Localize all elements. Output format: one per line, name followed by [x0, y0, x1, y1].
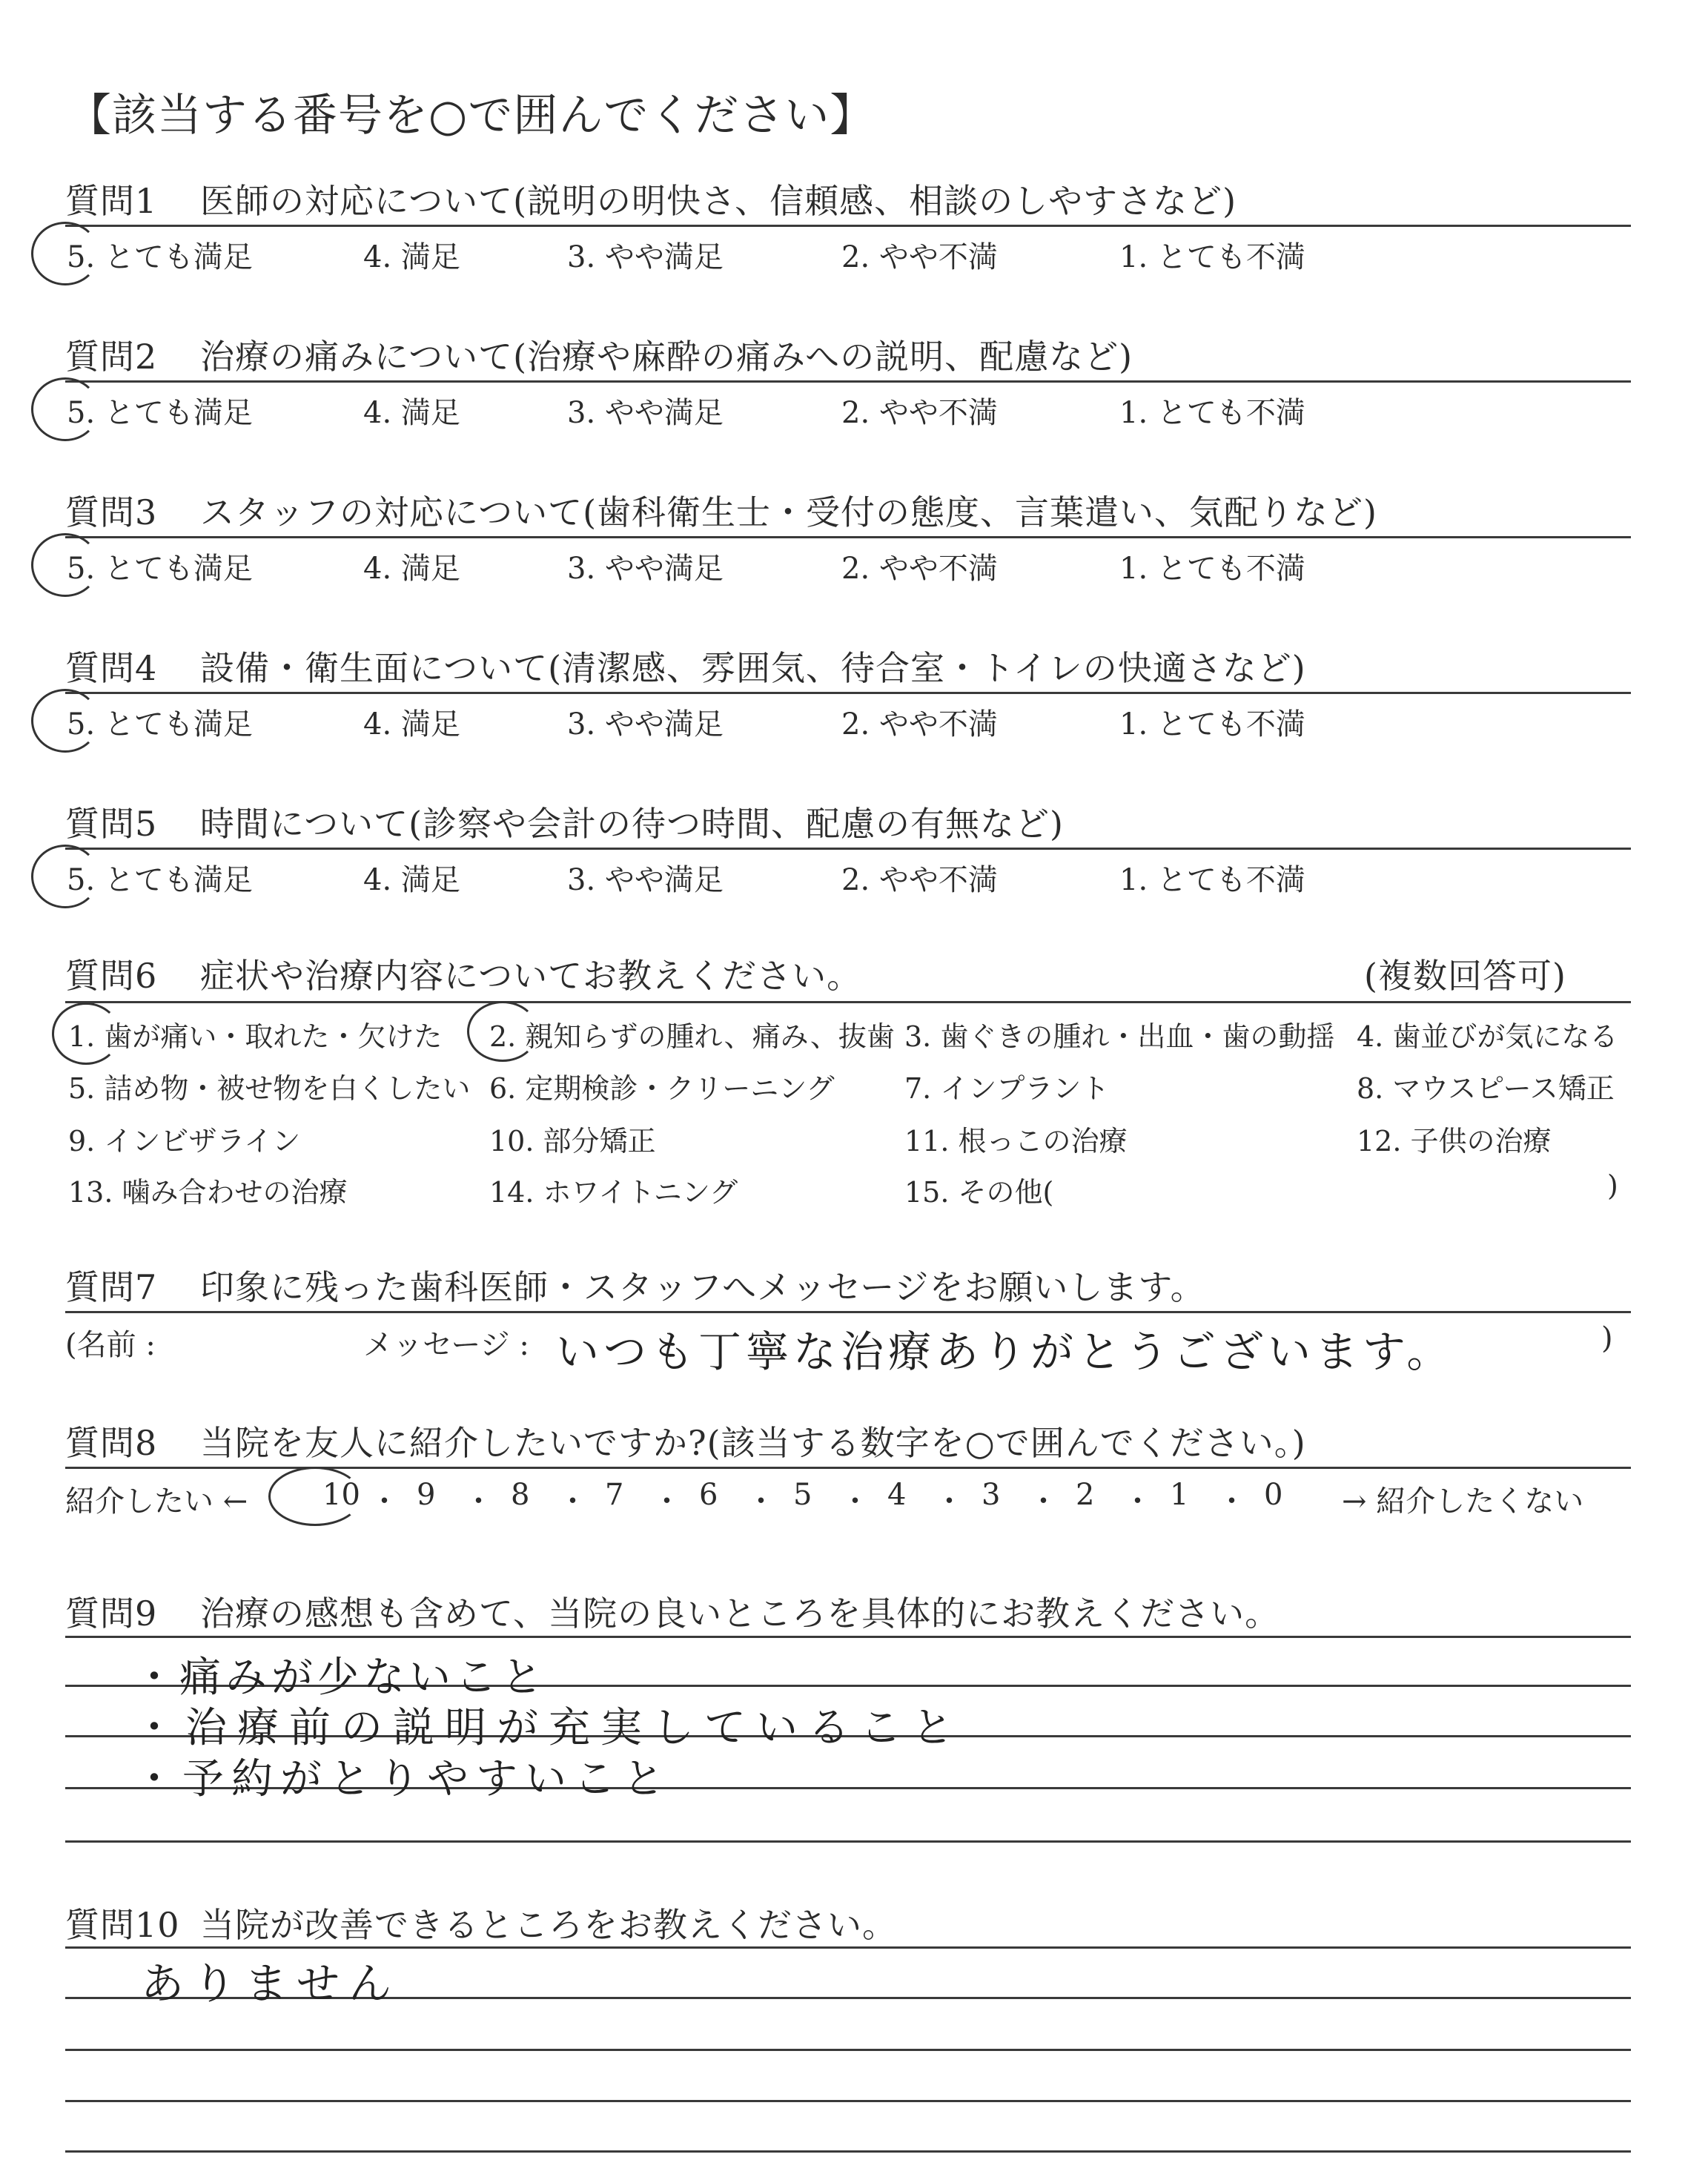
q5-option-2[interactable]: 2. やや不満: [841, 863, 998, 897]
handwritten-message: いつも丁寧な治療ありがとうございます。: [556, 1327, 1454, 1377]
q6-other-close: ): [1607, 1169, 1618, 1202]
scale-right-label: → 紹介したくない: [1342, 1484, 1584, 1519]
q9-answer-2: ・治療前の説明が充実していること: [133, 1704, 964, 1752]
q10-label: 質問10: [65, 1905, 180, 1945]
scale-value-2[interactable]: 2: [1076, 1478, 1095, 1512]
message-label: メッセージ :: [363, 1328, 529, 1362]
q7-rule: [65, 1311, 1631, 1313]
q6-option-11[interactable]: 11. 根っこの治療: [904, 1125, 1128, 1157]
scale-dot: ・: [1122, 1484, 1153, 1519]
q4-option-3[interactable]: 3. やや満足: [567, 707, 724, 742]
q2-label: 質問2: [65, 337, 158, 377]
scale-dot: ・: [840, 1484, 870, 1519]
q3-option-3[interactable]: 3. やや満足: [567, 552, 724, 586]
scale-dot: ・: [652, 1484, 682, 1519]
q9-rule-1: [65, 1636, 1631, 1638]
q4-rule: [65, 692, 1631, 694]
q8-text: 当院を友人に紹介したいですか?(該当する数字を○で囲んでください。): [200, 1423, 1306, 1463]
scale-value-10[interactable]: 10: [322, 1478, 360, 1512]
q6-rule: [65, 1001, 1631, 1003]
scale-circle-mark: [268, 1467, 362, 1526]
q2-option-3[interactable]: 3. やや満足: [567, 396, 724, 430]
q1-circle-mark: [31, 222, 99, 285]
q6-circle-mark-1: [52, 1003, 120, 1065]
message-close: ): [1601, 1321, 1613, 1355]
q5-option-1[interactable]: 1. とても不満: [1119, 863, 1305, 897]
scale-dot: ・: [1028, 1484, 1059, 1519]
q2-option-4[interactable]: 4. 満足: [363, 396, 460, 430]
q6-option-12[interactable]: 12. 子供の治療: [1357, 1125, 1552, 1157]
q6-text: 症状や治療内容についてお教えください。: [200, 956, 862, 996]
q1-rule: [65, 225, 1631, 227]
q4-option-4[interactable]: 4. 満足: [363, 707, 460, 742]
q2-option-1[interactable]: 1. とても不満: [1119, 396, 1305, 430]
q6-option-9[interactable]: 9. インビザライン: [68, 1125, 301, 1157]
q5-label: 質問5: [65, 804, 158, 844]
q4-text: 設備・衛生面について(清潔感、雰囲気、待合室・トイレの快適さなど): [200, 648, 1306, 688]
scale-value-6[interactable]: 6: [699, 1478, 718, 1512]
q9-rule-5: [65, 1840, 1631, 1843]
scale-value-3[interactable]: 3: [982, 1478, 1001, 1512]
q7-label: 質問7: [65, 1267, 158, 1307]
q9-answer-1: ・痛みが少ないこと: [133, 1654, 547, 1702]
q3-option-1[interactable]: 1. とても不満: [1119, 552, 1305, 586]
q3-label: 質問3: [65, 492, 158, 532]
q9-text: 治療の感想も含めて、当院の良いところを具体的にお教えください。: [200, 1593, 1280, 1634]
scale-dot: ・: [934, 1484, 964, 1519]
q5-text: 時間について(診察や会計の待つ時間、配慮の有無など): [200, 804, 1064, 844]
q2-option-2[interactable]: 2. やや不満: [841, 396, 998, 430]
q6-option-4[interactable]: 4. 歯並びが気になる: [1357, 1020, 1618, 1053]
q2-option-5[interactable]: 5. とても満足: [67, 396, 253, 430]
q1-option-4[interactable]: 4. 満足: [363, 240, 460, 274]
q6-option-5[interactable]: 5. 詰め物・被せ物を白くしたい: [68, 1072, 471, 1105]
q1-option-2[interactable]: 2. やや不満: [841, 240, 998, 274]
q6-circle-mark-2: [467, 1001, 538, 1062]
q3-option-2[interactable]: 2. やや不満: [841, 552, 998, 586]
q4-option-1[interactable]: 1. とても不満: [1119, 707, 1305, 742]
scale-dot: ・: [369, 1484, 400, 1519]
q3-option-4[interactable]: 4. 満足: [363, 552, 460, 586]
q6-option-2[interactable]: 2. 親知らずの腫れ、痛み、抜歯: [489, 1020, 895, 1053]
q9-answer-3: ・予約がとりやすいこと: [133, 1755, 672, 1803]
scale-value-7[interactable]: 7: [605, 1478, 624, 1512]
scale-value-0[interactable]: 0: [1264, 1478, 1283, 1512]
scale-value-9[interactable]: 9: [417, 1478, 436, 1512]
scale-value-1[interactable]: 1: [1170, 1478, 1189, 1512]
scale-left-label: 紹介したい ←: [65, 1484, 248, 1519]
q6-option-8[interactable]: 8. マウスピース矯正: [1357, 1072, 1615, 1105]
scale-value-5[interactable]: 5: [793, 1478, 812, 1512]
q1-option-3[interactable]: 3. やや満足: [567, 240, 724, 274]
q3-circle-mark: [31, 533, 99, 597]
q10-answer: ありません: [141, 1958, 401, 2009]
q10-rule-5: [65, 2150, 1631, 2153]
q10-rule-3: [65, 2049, 1631, 2051]
q4-label: 質問4: [65, 648, 158, 688]
scale-dot: ・: [557, 1484, 588, 1519]
scale-dot: ・: [746, 1484, 776, 1519]
scale-dot: ・: [1217, 1484, 1247, 1519]
q6-option-3[interactable]: 3. 歯ぐきの腫れ・出血・歯の動揺: [904, 1020, 1335, 1053]
q8-label: 質問8: [65, 1423, 158, 1463]
q6-option-1[interactable]: 1. 歯が痛い・取れた・欠けた: [68, 1020, 443, 1053]
q9-label: 質問9: [65, 1593, 158, 1634]
q6-option-6[interactable]: 6. 定期検診・クリーニング: [489, 1072, 835, 1105]
q5-option-4[interactable]: 4. 満足: [363, 863, 460, 897]
name-label: (名前 :: [65, 1328, 156, 1362]
q6-option-13[interactable]: 13. 噛み合わせの治療: [68, 1176, 348, 1209]
q5-rule: [65, 848, 1631, 850]
q2-circle-mark: [31, 377, 99, 441]
q10-text: 当院が改善できるところをお教えください。: [200, 1905, 897, 1945]
q3-rule: [65, 536, 1631, 538]
form-header: 【該当する番号を○で囲んでください】: [67, 90, 875, 142]
q10-rule-4: [65, 2100, 1631, 2102]
scale-value-4[interactable]: 4: [887, 1478, 907, 1512]
q1-label: 質問1: [65, 181, 158, 221]
q4-circle-mark: [31, 689, 99, 753]
q6-option-10[interactable]: 10. 部分矯正: [489, 1125, 656, 1157]
q6-label: 質問6: [65, 956, 158, 996]
q3-text: スタッフの対応について(歯科衛生士・受付の態度、言葉遣い、気配りなど): [200, 492, 1377, 532]
q1-option-5[interactable]: 5. とても満足: [67, 240, 253, 274]
q4-option-2[interactable]: 2. やや不満: [841, 707, 998, 742]
q1-option-1[interactable]: 1. とても不満: [1119, 240, 1305, 274]
q6-option-15[interactable]: 15. その他(: [904, 1176, 1054, 1209]
q5-option-5[interactable]: 5. とても満足: [67, 863, 253, 897]
q6-option-14[interactable]: 14. ホワイトニング: [489, 1176, 738, 1209]
q2-text: 治療の痛みについて(治療や麻酔の痛みへの説明、配慮など): [200, 337, 1133, 377]
q5-circle-mark: [31, 845, 99, 908]
q2-rule: [65, 380, 1631, 383]
q1-text: 医師の対応について(説明の明快さ、信頼感、相談のしやすさなど): [200, 181, 1237, 221]
q7-text: 印象に残った歯科医師・スタッフへメッセージをお願いします。: [200, 1267, 1205, 1307]
q3-option-5[interactable]: 5. とても満足: [67, 552, 253, 586]
scale-value-8[interactable]: 8: [511, 1478, 530, 1512]
q4-option-5[interactable]: 5. とても満足: [67, 707, 253, 742]
q6-option-7[interactable]: 7. インプラント: [904, 1072, 1110, 1105]
q6-note: (複数回答可): [1364, 956, 1566, 996]
q5-option-3[interactable]: 3. やや満足: [567, 863, 724, 897]
scale-dot: ・: [463, 1484, 494, 1519]
